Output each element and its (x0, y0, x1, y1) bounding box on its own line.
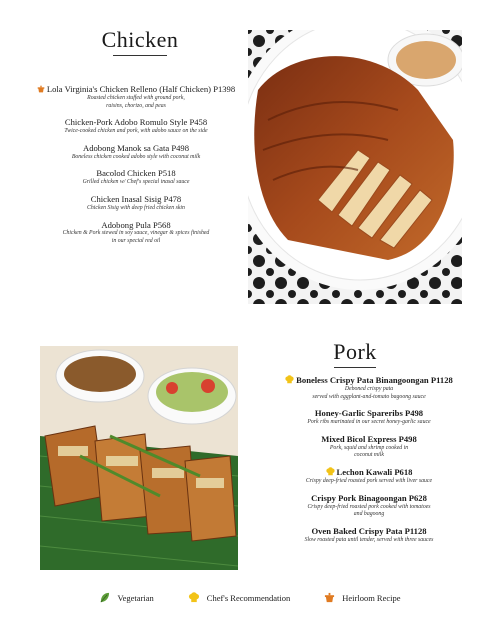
menu-item-description: Crispy deep-fried roasted pork cooked with tomatoes (307, 503, 431, 510)
menu-item-price: P628 (408, 492, 427, 503)
pork-section-title (320, 339, 390, 368)
menu-item-description: served with eggplant-and-tomato bagoong sauce (312, 393, 426, 400)
menu-item-price: P478 (163, 194, 182, 204)
menu-item-name-line (256, 375, 482, 386)
legend-vegetarian (99, 592, 153, 603)
menu-item-description: raisins, chorizo, and peas (106, 102, 166, 109)
menu-item-price: P498 (171, 142, 189, 153)
menu-item-name-line (22, 194, 250, 205)
menu-item (22, 84, 250, 110)
leaf-icon (99, 592, 110, 603)
title-underline (334, 367, 376, 368)
chef-hat-icon (326, 467, 335, 476)
menu-item (22, 117, 250, 136)
menu-item-description: Roasted chicken stuffed with ground pork, (87, 94, 185, 101)
menu-item-description: Pork ribs marinated in our secret honey-garlic sauce (307, 419, 431, 426)
chef-hat-icon (285, 375, 294, 384)
legend-chef-label: Chef's Recommendation (206, 592, 291, 603)
menu-item-name-line (256, 467, 482, 478)
chicken-title-text: Chicken (101, 27, 179, 52)
legend-heirloom (324, 592, 400, 603)
heirloom-pot-icon (37, 85, 45, 93)
menu-legend (0, 592, 500, 603)
crispy-pata-photo (40, 346, 238, 570)
menu-item-name: Oven Baked Crispy Pata (311, 526, 403, 537)
menu-item (256, 434, 482, 460)
menu-item (256, 375, 482, 401)
menu-item-description: Grilled chicken w/ Chef's special inasal sauce (82, 179, 190, 186)
menu-item-description: Twice-cooked chicken and pork, with adobo sauce on the side (64, 128, 208, 135)
menu-item-description: Deboned crispy pata (344, 385, 394, 392)
menu-item-name: Lechon Kawali (336, 467, 393, 478)
menu-item-name: Lola Virginia's Chicken Relleno (Half Chicken) (46, 84, 212, 94)
menu-item-name-line (22, 117, 250, 128)
chicken-relleno-photo (248, 30, 462, 304)
menu-item-name-line (256, 493, 482, 504)
menu-item-name: Chicken Inasal Sisig (90, 194, 162, 204)
chef-hat-icon (188, 592, 200, 603)
menu-item-name-line (256, 526, 482, 537)
menu-item-description: Chicken Sisig with deep fried chicken skin (87, 204, 185, 211)
menu-item-name: Crispy Pork Binagoongan (311, 492, 407, 503)
menu-item-description: coconut milk (354, 452, 384, 459)
chicken-menu-list (22, 84, 250, 253)
menu-item-price: P498 (404, 408, 424, 419)
menu-item-name: Honey-Garlic Spareribs (314, 408, 403, 419)
menu-item-description: in our special red oil (111, 238, 161, 245)
menu-item-name-line (22, 220, 250, 231)
menu-item-description: Chicken & Pork stewed in soy sauce, vinegar & spices finished (62, 230, 210, 237)
menu-item (256, 467, 482, 486)
menu-item-price: P518 (157, 168, 176, 179)
menu-item-price: P458 (189, 117, 208, 128)
menu-item-price: P1128 (430, 375, 453, 385)
menu-item (256, 408, 482, 427)
menu-item-name-line (22, 168, 250, 179)
menu-item-price: P618 (394, 467, 413, 478)
menu-item-price: P568 (152, 219, 171, 230)
menu-item-name-line (256, 408, 482, 419)
menu-item (256, 526, 482, 545)
menu-item-name-line (22, 143, 250, 154)
pork-menu-list (256, 375, 482, 552)
menu-item-price: P498 (398, 433, 417, 444)
chicken-section-title (95, 27, 185, 56)
menu-item-name: Adobong Pula (101, 219, 151, 230)
menu-item (22, 143, 250, 162)
menu-item-name-line (256, 434, 482, 445)
menu-item-price: P1128 (404, 526, 427, 537)
menu-item-description: Boneless chicken cooked adobo style with coconut milk (71, 153, 201, 160)
menu-item-name: Bacolod Chicken (96, 168, 156, 179)
menu-item (22, 168, 250, 187)
menu-item (22, 194, 250, 213)
menu-item-description: Pork, squid and shrimp cooked in (329, 444, 409, 451)
menu-item (22, 220, 250, 246)
menu-item-name: Boneless Crispy Pata Binangoongan (296, 375, 429, 385)
menu-item-name: Chicken-Pork Adobo Romulo Style (64, 117, 188, 128)
menu-item-name-line (22, 84, 250, 95)
heirloom-pot-icon (324, 592, 335, 603)
legend-heirloom-label: Heirloom Recipe (342, 592, 401, 603)
legend-chef-recommendation (188, 592, 290, 603)
menu-item-description: Slow roasted pata until tender, served with three sauces (304, 536, 434, 543)
legend-vegetarian-label: Vegetarian (117, 592, 154, 603)
menu-item-price: P1398 (213, 84, 236, 94)
pork-title-text: Pork (333, 339, 377, 364)
menu-item-name: Mixed Bicol Express (321, 433, 397, 444)
title-underline (113, 55, 167, 56)
menu-item (256, 493, 482, 519)
menu-item-name: Adobong Manok sa Gata (83, 142, 170, 153)
menu-item-description: and bagoong (353, 511, 385, 518)
menu-item-description: Crispy deep-fried roasted pork served with liver sauce (305, 478, 433, 484)
